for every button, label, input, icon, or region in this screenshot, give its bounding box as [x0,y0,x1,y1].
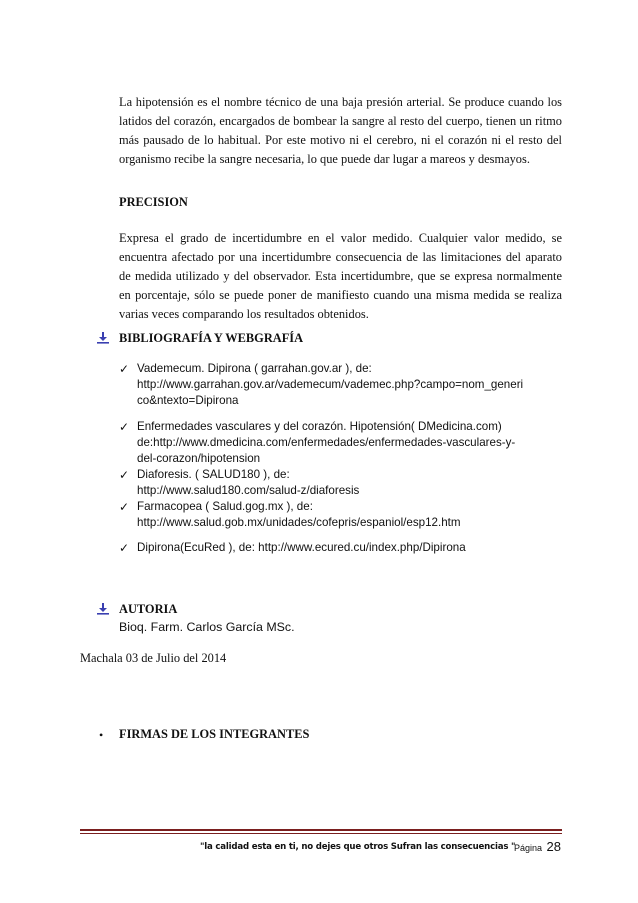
precision-heading: PRECISION [119,195,188,209]
checkmark-icon: ✓ [119,420,130,434]
precision-paragraph: Expresa el grado de incertidumbre en el valor medido. Cualquier valor medido, se encuentra afectado por una incertidumbre consecuencia de las limitaciones del aparato de medida utilizado y del observador. Esta incertidumbre, que se expresa normalmente en porcentaje, sólo se puede poner de manifiesto cuando una misma medida se realiza varias veces comparando los resultados obtenidos. [119,231,562,321]
page-number [514,838,561,856]
reference-list [119,467,562,499]
footer-quote: "la calidad esta en ti, no dejes que otros Sufran las consecuencias " [200,842,516,852]
reference-list [119,499,562,531]
authorship-heading: AUTORIA [119,602,178,616]
reference-item: ✓ Farmacopea ( Salud.gog.mx ), de: http://www.salud.gob.mx/unidades/cofepris/espaniol/esp12.htm [119,500,461,530]
signatures-heading: FIRMAS DE LOS INTEGRANTES [119,727,310,741]
author-name: Bioq. Farm. Carlos García MSc. [119,620,295,634]
footer-rule [80,833,562,834]
reference-list [119,419,562,468]
footer-rule [80,829,562,831]
page-label: Página [514,843,543,853]
checkmark-icon: ✓ [119,362,130,376]
checkmark-icon: ✓ [119,468,130,482]
hypotension-paragraph: La hipotensión es el nombre técnico de una baja presión arterial. Se produce cuando los latidos del corazón, encargados de bombear la sangre al resto del cuerpo, tienen un ritmo más pausado de lo habitual. Por este motivo ni el cerebro, ni el corazón ni el resto del organismo recibe la sangre necesaria, lo que puede dar lugar a mareos y desmayos. [119,95,562,166]
bibliography-heading: BIBLIOGRAFÍA Y WEBGRAFÍA [119,331,304,345]
checkmark-icon: ✓ [119,541,130,555]
reference-list [119,540,562,556]
reference-item: ✓ Vademecum. Dipirona ( garrahan.gov.ar ), de: http://www.garrahan.gov.ar/vademecum/vademec.php?campo=nom_generi co&ntexto=Dipirona [119,362,524,408]
checkmark-icon: ✓ [119,500,130,514]
bullet-dot-icon: • [99,728,104,742]
reference-item: ✓ Diaforesis. ( SALUD180 ), de: http://www.salud180.com/salud-z/diaforesis [119,468,360,498]
arrow-bullet-icon [97,603,109,615]
reference-item: ✓ Enfermedades vasculares y del corazón. Hipotensión( DMedicina.com) de:http://www.dmedicina.com/enfermedades/enfermedades-vasculares-y- del-corazon/hipotension [119,420,516,466]
arrow-bullet-icon [97,332,109,344]
reference-list [119,361,562,410]
page-number-value: 28 [546,839,561,854]
place-date: Machala 03 de Julio del 2014 [80,651,227,665]
reference-item: ✓ Dipirona(EcuRed ), de: http://www.ecured.cu/index.php/Dipirona [119,541,466,555]
